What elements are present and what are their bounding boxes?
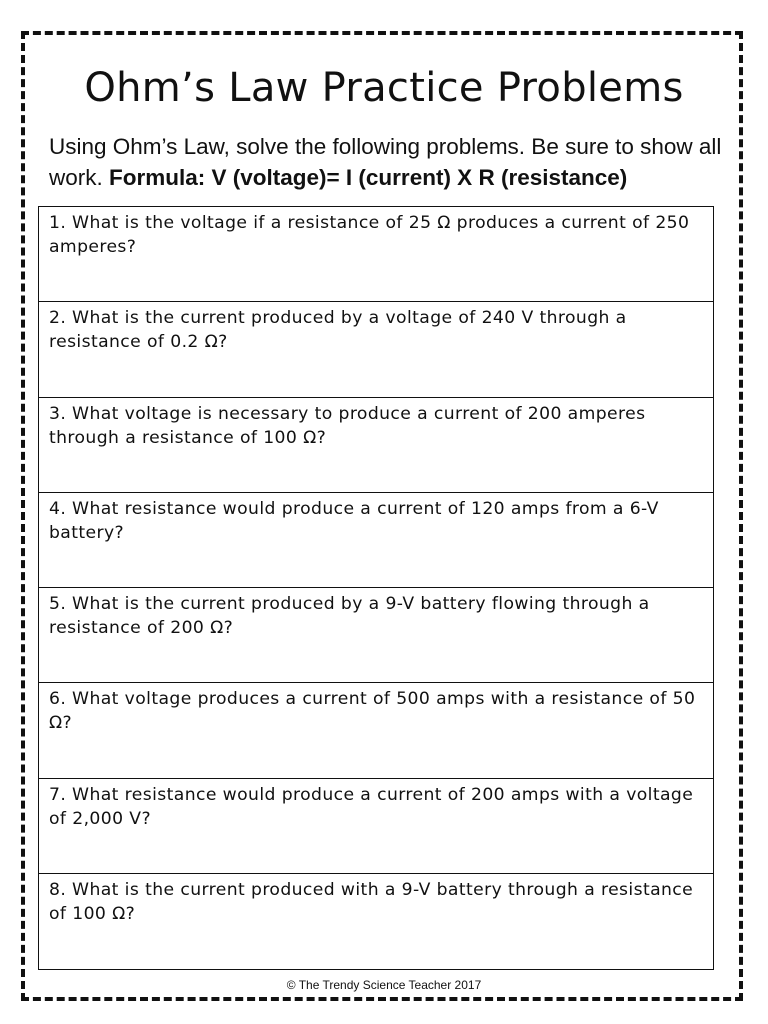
- problem-3: 3. What voltage is necessary to produce a current of 200 amperes through a resistance of 100 Ω?: [39, 398, 713, 493]
- problem-8: 8. What is the current produced with a 9-V battery through a resistance of 100 Ω?: [49, 880, 694, 925]
- problem-2: 2. What is the current produced by a voltage of 240 V through a resistance of 0.2 Ω?: [39, 302, 713, 397]
- problem-5: 5. What is the current produced by a 9-V battery flowing through a resistance of 200 Ω?: [39, 588, 713, 683]
- problem-1: 1. What is the voltage if a resistance of 25 Ω produces a current of 250 amperes?: [39, 207, 713, 302]
- problem-4: 4. What resistance would produce a current of 120 amps from a 6-V battery?: [39, 493, 713, 588]
- problem-7: 7. What resistance would produce a current of 200 amps with a voltage of 2,000 V?: [39, 779, 713, 874]
- formula-resistance: (resistance): [500, 165, 628, 190]
- formula-text: Formula: V (voltage)= I (current) X R: [109, 165, 501, 190]
- instructions: [49, 131, 739, 193]
- problems-table: [38, 206, 714, 970]
- worksheet-title: Ohm’s Law Practice Problems: [84, 65, 684, 111]
- problem-6: 6. What voltage produces a current of 500 amps with a resistance of 50 Ω?: [39, 683, 713, 778]
- copyright-footer: © The Trendy Science Teacher 2017: [286, 978, 482, 992]
- instructions-text: Using Ohm’s Law, solve the following problems. Be sure to show all work.: [49, 134, 722, 190]
